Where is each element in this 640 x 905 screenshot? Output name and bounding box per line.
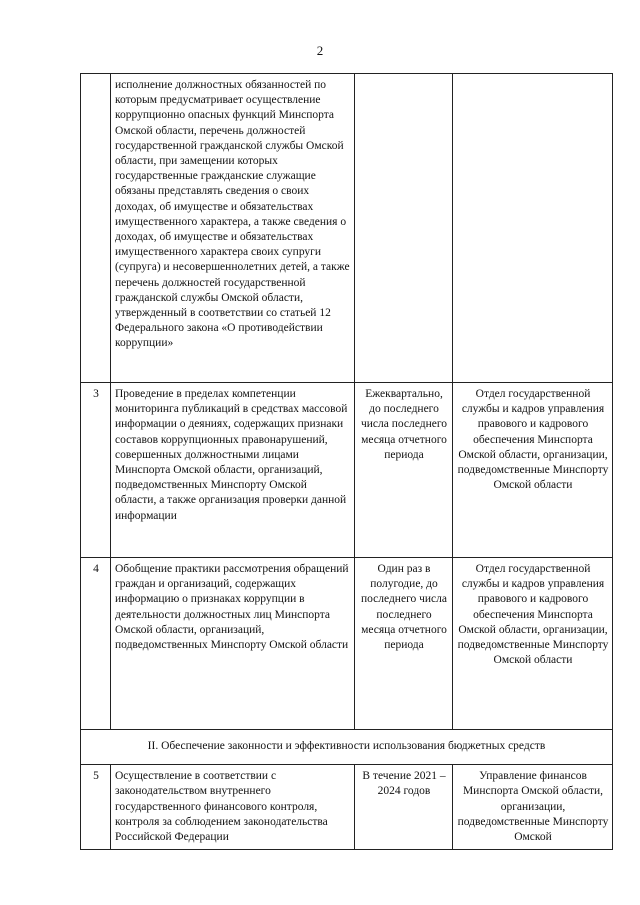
measure-description: Осуществление в соответствии с законодательством внутреннего государственного финансового контроля, контроля за соблюдением законодательства Российской Федерации: [111, 765, 355, 850]
responsible-cell: Отдел государственной службы и кадров управления правового и кадрового обеспечения Минспорта Омской области, организации, подведомственные Минспорту Омской области: [453, 383, 613, 558]
table-row: [81, 383, 613, 558]
measure-description: Проведение в пределах компетенции мониторинга публикаций в средствах массовой информации о деяниях, содержащих признаки составов коррупционных правонарушений, совершенных должностными лицами Минспорта Омской области, организаций, подведомственных Минспорту Омской области, а также организация проверки данной информации: [111, 383, 355, 558]
row-number: 5: [81, 765, 111, 850]
section-title: II. Обеспечение законности и эффективности использования бюджетных средств: [81, 730, 613, 765]
table-row: [81, 74, 613, 383]
measure-description: Обобщение практики рассмотрения обращений граждан и организаций, содержащих информацию о признаках коррупции в деятельности должностных лиц Минспорта Омской области, организаций, подведомственных Минспорту Омской области: [111, 558, 355, 730]
responsible-cell: [453, 74, 613, 383]
row-number: 3: [81, 383, 111, 558]
deadline-cell: Один раз в полугодие, до последнего числа последнего месяца отчетного периода: [355, 558, 453, 730]
page-number: 2: [316, 43, 324, 58]
table-row: [81, 558, 613, 730]
row-number: 4: [81, 558, 111, 730]
row-number-cell: [81, 74, 111, 383]
responsible-cell: Управление финансов Минспорта Омской области, организации, подведомственные Минспорту Омской: [453, 765, 613, 850]
measures-table: [80, 73, 613, 850]
table-row: [81, 765, 613, 850]
deadline-cell: В течение 2021 – 2024 годов: [355, 765, 453, 850]
deadline-cell: Ежеквартально, до последнего числа последнего месяца отчетного периода: [355, 383, 453, 558]
deadline-cell: [355, 74, 453, 383]
section-heading-row: [81, 730, 613, 765]
measure-description: исполнение должностных обязанностей по которым предусматривает осуществление коррупционно опасных функций Минспорта Омской области, перечень должностей государственной гражданской службы Омской области, при замещении которых государственные гражданские служащие обязаны представлять сведения о своих доходах, об имуществе и обязательствах имущественного характера, а также сведения о доходах, об имуществе и обязательствах имущественного характера своих супруги (супруга) и несовершеннолетних детей, а также перечень должностей государственной гражданской службы Омской области, утвержденный в соответствии со статьей 12 Федерального закона «О противодействии коррупции»: [111, 74, 355, 383]
responsible-cell: Отдел государственной службы и кадров управления правового и кадрового обеспечения Минспорта Омской области, организации, подведомственные Минспорту Омской области: [453, 558, 613, 730]
